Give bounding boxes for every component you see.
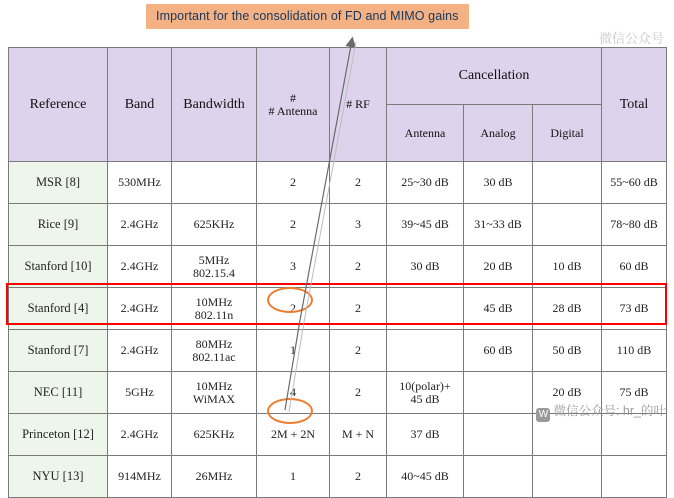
th-cancel-digital: Digital [533, 105, 602, 162]
cell-rf: 3 [330, 204, 387, 246]
th-cancellation-group: Cancellation [387, 48, 602, 105]
cell-reference: Rice [9] [9, 204, 108, 246]
cell-rf: 2 [330, 246, 387, 288]
cell-rf: 2 [330, 372, 387, 414]
cell-reference: Stanford [7] [9, 330, 108, 372]
cell-total: 75 dB [602, 372, 667, 414]
cell-total: 78~80 dB [602, 204, 667, 246]
cell-bandwidth: 10MHz 802.11n [172, 288, 257, 330]
ghost-watermark-text: 微信公众号 [598, 31, 664, 46]
cell-rf: 2 [330, 456, 387, 498]
th-cancel-antenna: Antenna [387, 105, 464, 162]
cell-analog [464, 414, 533, 456]
cell-bandwidth: 5MHz 802.15.4 [172, 246, 257, 288]
th-reference: Reference [9, 48, 108, 162]
th-rf: # RF [330, 48, 387, 162]
cell-digital: 20 dB [533, 372, 602, 414]
cell-bandwidth: 625KHz [172, 204, 257, 246]
cell-reference: NEC [11] [9, 372, 108, 414]
cell-antennas: 2M + 2N [257, 414, 330, 456]
cell-band: 2.4GHz [108, 246, 172, 288]
cell-antennas: 2 [257, 162, 330, 204]
cell-analog: 20 dB [464, 246, 533, 288]
cell-antennas: 2 [257, 288, 330, 330]
cell-antenna-cancel: 30 dB [387, 246, 464, 288]
cell-band: 2.4GHz [108, 414, 172, 456]
comparison-table [8, 47, 667, 498]
cell-total: 73 dB [602, 288, 667, 330]
cell-band: 530MHz [108, 162, 172, 204]
cell-reference: Stanford [4] [9, 288, 108, 330]
cell-antenna-cancel: 25~30 dB [387, 162, 464, 204]
th-band: Band [108, 48, 172, 162]
wechat-icon: W [536, 408, 550, 422]
cell-band: 2.4GHz [108, 288, 172, 330]
cell-total: 55~60 dB [602, 162, 667, 204]
cell-band: 2.4GHz [108, 330, 172, 372]
cell-analog: 45 dB [464, 288, 533, 330]
table-row [9, 162, 667, 204]
cell-band: 2.4GHz [108, 204, 172, 246]
table-row [9, 456, 667, 498]
cell-analog: 30 dB [464, 162, 533, 204]
cell-digital [533, 456, 602, 498]
cell-digital [533, 162, 602, 204]
cell-rf: 2 [330, 162, 387, 204]
table-row [9, 330, 667, 372]
cell-total: 110 dB [602, 330, 667, 372]
cell-band: 5GHz [108, 372, 172, 414]
cell-rf: M + N [330, 414, 387, 456]
cell-reference: Stanford [10] [9, 246, 108, 288]
cell-antennas: 1 [257, 330, 330, 372]
cell-rf: 2 [330, 288, 387, 330]
th-bandwidth: Bandwidth [172, 48, 257, 162]
cell-digital [533, 204, 602, 246]
cell-reference: MSR [8] [9, 162, 108, 204]
table-body [9, 162, 667, 498]
cell-antennas: 1 [257, 456, 330, 498]
cell-total [602, 456, 667, 498]
cell-bandwidth: 10MHz WiMAX [172, 372, 257, 414]
cell-total: 60 dB [602, 246, 667, 288]
cell-antenna-cancel: 37 dB [387, 414, 464, 456]
wechat-watermark [536, 401, 666, 422]
table-header-row-1 [9, 48, 667, 105]
cell-analog [464, 456, 533, 498]
cell-analog [464, 372, 533, 414]
cell-bandwidth: 80MHz 802.11ac [172, 330, 257, 372]
cell-bandwidth: 625KHz [172, 414, 257, 456]
th-antenna-count-line1: # [290, 90, 296, 105]
cell-antenna-cancel [387, 330, 464, 372]
cell-digital: 10 dB [533, 246, 602, 288]
table-row [9, 204, 667, 246]
th-antenna-count [257, 48, 330, 162]
cell-antenna-cancel: 39~45 dB [387, 204, 464, 246]
cell-antennas: 3 [257, 246, 330, 288]
cell-reference: NYU [13] [9, 456, 108, 498]
cell-digital: 28 dB [533, 288, 602, 330]
cell-rf: 2 [330, 330, 387, 372]
cell-analog: 60 dB [464, 330, 533, 372]
cell-antenna-cancel: 40~45 dB [387, 456, 464, 498]
cell-bandwidth [172, 162, 257, 204]
cell-band: 914MHz [108, 456, 172, 498]
watermark-text: 微信公众号: hr_的叶 [553, 404, 666, 418]
th-cancel-analog: Analog [464, 105, 533, 162]
cell-antenna-cancel [387, 288, 464, 330]
cell-antennas: 2 [257, 204, 330, 246]
cell-analog: 31~33 dB [464, 204, 533, 246]
cell-antenna-cancel: 10(polar)+ 45 dB [387, 372, 464, 414]
cell-reference: Princeton [12] [9, 414, 108, 456]
cell-digital: 50 dB [533, 330, 602, 372]
table-row [9, 246, 667, 288]
table-row [9, 288, 667, 330]
callout-banner: Important for the consolidation of FD and MIMO gains [146, 4, 469, 29]
cell-antennas: 4 [257, 372, 330, 414]
th-antenna-count-line2: # Antenna [268, 103, 318, 118]
th-total: Total [602, 48, 667, 162]
cell-bandwidth: 26MHz [172, 456, 257, 498]
